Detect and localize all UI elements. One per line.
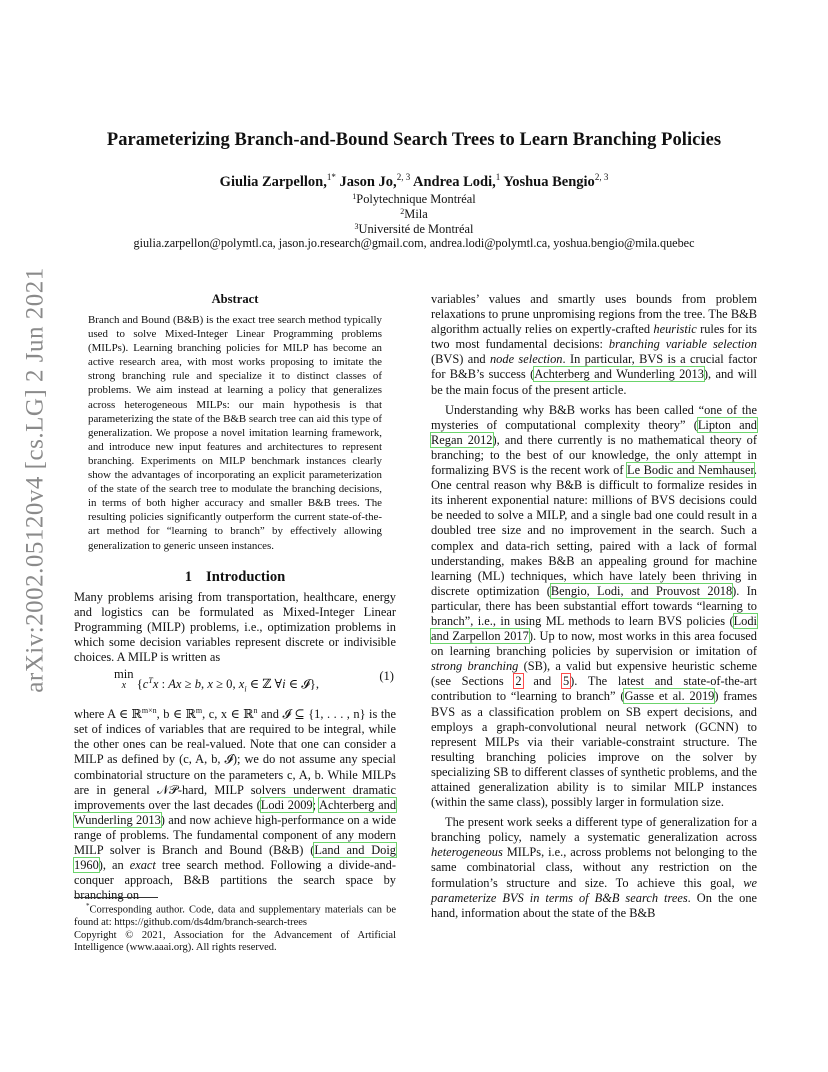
affiliation-name: Polytechnique Montréal [356, 192, 476, 206]
citation-link[interactable]: Lipton and Regan 2012 [431, 417, 757, 447]
author-affil-mark: 1* [326, 172, 336, 182]
author-name: Giulia Zarpellon, [219, 174, 327, 190]
footnote-rule [74, 897, 158, 898]
section-title: Introduction [206, 568, 286, 585]
arxiv-id: arXiv:2002.05120v4 [cs.LG] 2 Jun 2021 [22, 267, 49, 693]
equation-body: min x {$c^Tx$ : Ax ≥ b, x ≥ 0, $x_i$ ∈ ℤ ∀i ∈ 𝓘}, [114, 667, 319, 694]
paper-title: Parameterizing Branch-and-Bound Search Trees to Learn Branching Policies [106, 130, 722, 150]
intro-paragraph-5: The present work seeks a different type of generalization for a branching policy, namely a systematic generalization across heterogeneous MILPs, i.e., across problems not belonging to the same combinatorial class, without any restriction on the formulation’s structure and size. To achieve this goal, we parameterize BVS in terms of B&B search trees. On the one hand, information about the state of the B&B [431, 815, 758, 920]
affiliation-mark: 3 [354, 222, 359, 231]
affiliation-mark: 1 [352, 192, 357, 201]
abstract-heading: Abstract [211, 292, 259, 306]
footnote [74, 900, 396, 955]
section-number: 1 [184, 568, 193, 585]
author-name: Jason Jo, [339, 174, 397, 190]
equation-number: (1) [379, 669, 394, 684]
citation-link[interactable]: Bengio, Lodi, and Prouvost 2018 [550, 583, 733, 598]
citation-link[interactable]: Gasse et al. 2019 [624, 689, 715, 704]
citation-link[interactable]: Lodi and Zarpellon 2017 [431, 613, 757, 644]
affiliation [40, 192, 788, 207]
affiliation [40, 222, 788, 237]
author-name: Yoshua Bengio [503, 174, 595, 190]
intro-paragraph-4: Understanding why B&B works has been called “one of the mysteries of computational complexity theory” (Lipton and Regan 2012), and there currently is no mathematical theory of branching; to the best of our knowledge, the only attempt in formalizing BVS is the recent work of Le Bodic and Nemhauser. One central reason why B&B is difficult to formalize resides in its inherent exponential nature: millions of BVS decisions could be needed to solve a MILP, and a single bad one could result in a doubled tree size and no improvement in the search. Such a complex and data-rich setting, paired with a lack of formal understanding, makes B&B an appealing ground for machine learning (ML) techniques, which have lately been thriving in discrete optimization (Bengio, Lodi, and Prouvost 2018). In particular, there has been substantial effort towards “learning to branch”, i.e., in using ML methods to learn BVS policies (Lodi and Zarpellon 2017). Up to now, most works in this area focused on learning branching policies by supervision or imitation of strong branching (SB), a valid but expensive heuristic scheme (see Sections 2 and 5). The latest and state-of-the-art contribution to “learning to branch” (Gasse et al. 2019) frames BVS as a classification problem on SB expert decisions, and employs a graph-convolutional neural network (GCNN) to represent MILPs via their variable-constraint structure. The resulting branching policies improve on the solver by specializing SB to different classes of synthetic problems, and the attained generalization ability is to similar MILP instances (within the same class), possibly larger in formulation size. [431, 402, 758, 810]
author-affil-mark: 1 [495, 172, 501, 182]
citation-link[interactable]: Achterberg and Wunderling 2013 [74, 797, 397, 827]
intro-paragraph-3: variables’ values and smartly uses bounds from problem relaxations to prune unpromising regions from the tree. The B&B algorithm actually relies on expertly-crafted heuristic rules for its two most fundamental decisions: branching variable selection (BVS) and node selection. In particular, BVS is a crucial factor for B&B’s success (Achterberg and Wunderling 2013), and will be the main focus of the present article. [431, 292, 757, 397]
left-column [74, 292, 396, 903]
affiliation-mark: 2 [400, 207, 405, 216]
section-ref-link[interactable]: 5 [562, 674, 570, 689]
affiliation [40, 207, 788, 222]
author-emails: giulia.zarpellon@polymtl.ca, jason.jo.research@gmail.com, andrea.lodi@polymtl.ca, yoshua.bengio@mila.quebec [133, 236, 695, 250]
citation-link[interactable]: Land and Doig 1960 [74, 843, 396, 873]
citation-link[interactable]: Le Bodic and Nemhauser [627, 463, 754, 478]
author-affil-mark: 2, 3 [594, 172, 609, 182]
author-name: Andrea Lodi, [413, 174, 496, 190]
affiliation-name: Université de Montréal [358, 222, 474, 236]
section-ref-link[interactable]: 2 [515, 674, 522, 689]
copyright-text: Copyright © 2021, Association for the Advancement of Artificial Intelligence (www.aaai.org). All rights reserved. [74, 929, 396, 954]
footnote-mark: * [86, 902, 90, 910]
author-affil-mark: 2, 3 [396, 172, 411, 182]
intro-paragraph-2: where A ∈ ℝ$^{m\times n}$, b ∈ ℝ$^m$, c, x ∈ ℝ$^n$ and 𝓘 ⊆ {1, . . . , n} is the set of indices of variables that are required to be integral, while the other ones can be real-valued. Note that one can consider a MILP as defined by (c, A, b, 𝓘); we do not assume any special combinatorial structure on the parameters c, A, b. While MILPs are in general 𝒩𝒫-hard, MILP solvers underwent dramatic improvements over the last decades (Lodi 2009; Achterberg and Wunderling 2013) and now achieve high-performance on a wide range of problems. The fundamental component of any modern MILP solver is Branch and Bound (B&B) (Land and Doig 1960), an exact tree search method. Following a divide-and-conquer approach, B&B partitions the search space by branching on [74, 706, 397, 903]
equation-milp [74, 669, 396, 699]
citation-link[interactable]: Achterberg and Wunderling 2013 [534, 367, 704, 382]
right-column [431, 292, 757, 921]
affiliation-name: Mila [404, 207, 428, 221]
abstract-text: Branch and Bound (B&B) is the exact tree search method typically used to solve Mixed-Integer Linear Programming problems (MILPs). Learning branching policies for MILP has become an active research area, with most works proposing to imitate the strong branching rule and specialize it to distinct classes of problems. We aim instead at learning a policy that generalizes across heterogeneous MILPs: our main hypothesis is that parameterizing the state of the B&B search tree can aid this type of generalization. We propose a novel imitation learning framework, and introduce new input features and architectures to represent branching. Experiments on MILP benchmark instances clearly show the advantages of incorporating an explicit parameterization of the state of the search tree to modulate the branching decisions, in terms of both higher accuracy and smaller B&B trees. The resulting policies significantly outperform the current state-of-the-art method for “learning to branch” by effectively allowing generalization to generic unseen instances. [88, 314, 382, 552]
section-heading-introduction [74, 569, 396, 586]
footnote-text: Corresponding author. Code, data and supplementary materials can be found at: https://github.com/ds4dm/branch-search-trees [74, 904, 396, 929]
citation-link[interactable]: Lodi 2009 [260, 797, 313, 812]
author-list [40, 172, 788, 191]
arxiv-sidebar [14, 240, 58, 720]
intro-paragraph-1: Many problems arising from transportation, healthcare, energy and logistics can be formulated as Mixed-Integer Linear Programming (MILP) problems, i.e., optimization problems in which some decision variables represent discrete or indivisible choices. A MILP is written as [74, 589, 396, 664]
